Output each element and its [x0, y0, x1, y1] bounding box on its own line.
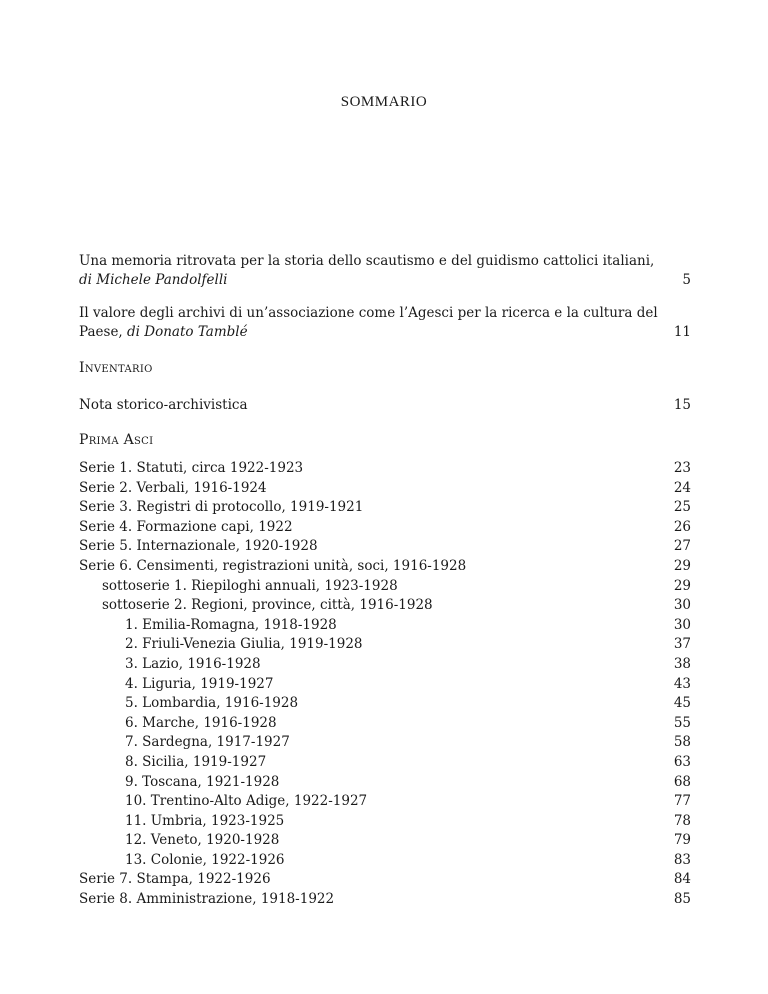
toc-row — [79, 479, 691, 499]
toc-row-label: 9. Toscana, 1921-1928 — [125, 773, 280, 790]
toc-row — [79, 694, 691, 714]
toc-entry-valore — [79, 304, 691, 342]
toc-page-number: 29 — [673, 557, 691, 574]
toc-page-number: 63 — [673, 753, 691, 770]
section-heading-inventario: Inventario — [79, 360, 153, 376]
toc-row-label: 11. Umbria, 1923-1925 — [125, 812, 285, 829]
toc-page-number: 37 — [673, 636, 691, 653]
toc-row — [79, 870, 691, 890]
toc-row — [79, 459, 691, 479]
toc-row — [79, 577, 691, 597]
toc-page-number: 26 — [673, 518, 691, 535]
toc-page-number: 27 — [673, 538, 691, 555]
toc-row-label: Serie 1. Statuti, circa 1922-1923 — [79, 460, 304, 476]
toc-page-number: 11 — [673, 324, 691, 340]
toc-row — [79, 753, 691, 773]
toc-row — [79, 518, 691, 538]
toc-row — [79, 851, 691, 871]
toc-row-label: sottoserie 2. Regioni, province, città, 1916-1928 — [102, 597, 433, 614]
toc-row-label: Serie 8. Amministrazione, 1918-1922 — [79, 891, 335, 908]
toc-row-label: 8. Sicilia, 1919-1927 — [125, 753, 267, 770]
toc-row — [79, 635, 691, 655]
toc-row — [79, 831, 691, 851]
toc-row — [79, 675, 691, 695]
toc-row-label: Serie 7. Stampa, 1922-1926 — [79, 871, 271, 888]
toc-row-label: Serie 6. Censimenti, registrazioni unità, soci, 1916-1928 — [79, 557, 467, 574]
toc-page-number: 38 — [673, 655, 691, 672]
toc-row-label: 13. Colonie, 1922-1926 — [125, 851, 285, 868]
toc-entry-text: Il valore degli archivi di un’associazione come l’Agesci per la ricerca e la cultura del — [79, 305, 658, 321]
toc-row-label: sottoserie 1. Riepiloghi annuali, 1923-1928 — [102, 577, 398, 594]
toc-page-number: 83 — [673, 851, 691, 868]
toc-row — [79, 733, 691, 753]
toc-entry-author-line — [79, 323, 631, 342]
toc-row-label: 3. Lazio, 1916-1928 — [125, 655, 261, 672]
toc-row — [79, 812, 691, 832]
toc-page-number: 84 — [673, 871, 691, 888]
toc-page-number: 23 — [673, 460, 691, 476]
toc-row-label: 6. Marche, 1916-1928 — [125, 714, 277, 731]
toc-row — [79, 792, 691, 812]
toc-page-number: 79 — [673, 832, 691, 849]
toc-page-number: 30 — [673, 597, 691, 614]
page-title: SOMMARIO — [340, 94, 428, 110]
toc-row-label: 12. Veneto, 1920-1928 — [125, 832, 280, 849]
toc-entry-author-line — [79, 271, 631, 290]
toc-entry-author-prefix: di — [127, 324, 145, 340]
toc-row-label: Serie 4. Formazione capi, 1922 — [79, 518, 293, 535]
toc-page-number: 77 — [673, 793, 691, 810]
toc-entry-text: Nota storico-archivistica — [79, 397, 248, 413]
toc-page-number: 55 — [673, 714, 691, 731]
toc-page-number: 29 — [673, 577, 691, 594]
toc-row — [79, 890, 691, 910]
toc-row — [79, 498, 691, 518]
toc-page-number: 45 — [673, 695, 691, 712]
toc-entry-nota — [79, 396, 691, 415]
toc-page-number: 24 — [673, 479, 691, 496]
toc-page-number: 30 — [673, 616, 691, 633]
toc-entry-author-prefix: di — [79, 272, 97, 288]
toc-row — [79, 596, 691, 616]
toc-row-label: 10. Trentino-Alto Adige, 1922-1927 — [125, 793, 368, 810]
toc-entry-author: Michele Pandolfelli — [96, 272, 228, 288]
toc-row-label: 7. Sardegna, 1917-1927 — [125, 734, 290, 751]
toc-row-label: Serie 2. Verbali, 1916-1924 — [79, 479, 267, 496]
toc-row-label: 2. Friuli-Venezia Giulia, 1919-1928 — [125, 636, 363, 653]
toc-row-label: Serie 5. Internazionale, 1920-1928 — [79, 538, 318, 555]
toc-entry-text: Una memoria ritrovata per la storia dello scautismo e del guidismo cattolici italiani, — [79, 253, 655, 269]
toc-page-number: 78 — [673, 812, 691, 829]
toc-row-label: 4. Liguria, 1919-1927 — [125, 675, 274, 692]
toc-row — [79, 655, 691, 675]
toc-page-number: 15 — [673, 397, 691, 413]
toc-page-number: 43 — [673, 675, 691, 692]
toc-page-number: 58 — [673, 734, 691, 751]
toc-row — [79, 714, 691, 734]
toc-entry-memoria — [79, 252, 691, 290]
toc-page-number: 68 — [673, 773, 691, 790]
toc-row — [79, 537, 691, 557]
toc-row-label: Serie 3. Registri di protocollo, 1919-1921 — [79, 499, 364, 516]
toc-row-label: 1. Emilia-Romagna, 1918-1928 — [125, 616, 337, 633]
toc-page-number: 85 — [673, 891, 691, 908]
toc-row — [79, 557, 691, 577]
toc-row — [79, 616, 691, 636]
section-heading-prima-asci: Prima Asci — [79, 432, 154, 448]
toc-series-list — [79, 459, 691, 910]
toc-entry-author: Donato Tamblé — [144, 324, 248, 340]
toc-page-number: 5 — [682, 272, 691, 288]
toc-entry-text-continued: Paese, — [79, 324, 128, 340]
toc-row — [79, 773, 691, 793]
toc-row-label: 5. Lombardia, 1916-1928 — [125, 695, 299, 712]
toc-page-number: 25 — [673, 499, 691, 516]
